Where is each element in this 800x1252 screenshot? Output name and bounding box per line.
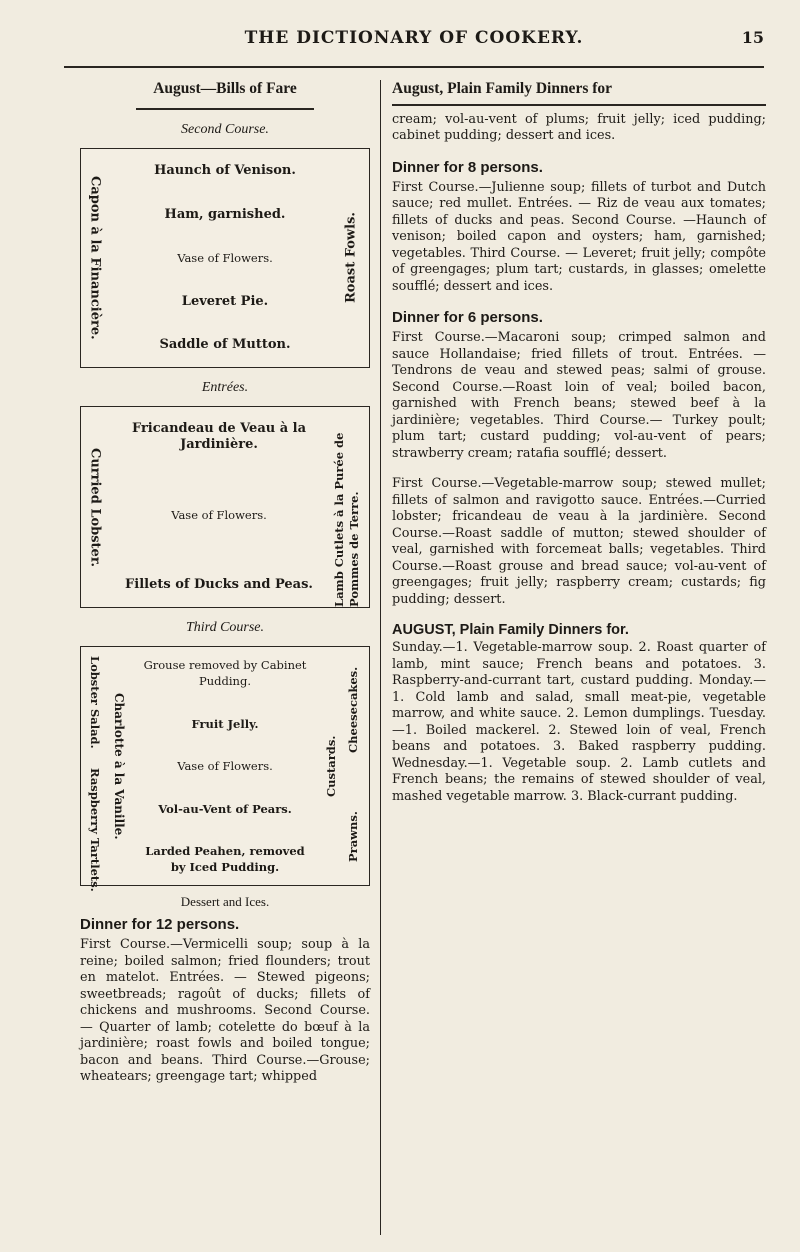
side-dish-inner-left: Charlotte à la Vanille. xyxy=(112,692,126,840)
title-rule xyxy=(392,104,766,106)
side-dish-right: Roast Fowls. xyxy=(343,212,359,304)
dish: Saddle of Mutton. xyxy=(159,337,291,352)
side-dish-inner-right: Custards. xyxy=(324,735,338,797)
dinner-8-heading: Dinner for 8 persons. xyxy=(392,158,543,176)
dish: Vase of Flowers. xyxy=(171,508,267,522)
dish: Larded Peahen, removed by Iced Pudding. xyxy=(145,844,305,874)
third-course-label: Third Course. xyxy=(185,620,265,635)
second-course-label: Second Course. xyxy=(181,122,269,137)
dish: Leveret Pie. xyxy=(181,293,269,309)
side-dish-bottom-left: Raspberry Tartlets. xyxy=(88,767,102,892)
entrees-label: Entrées. xyxy=(201,380,249,395)
family-text: Sunday.—1. Vegetable-marrow soup. 2. Roast quarter of lamb, mint sauce; French beans and potatoes. 3. Raspberry-and-currant tart, custard pudding. Monday.—1. Cold lamb and salad, small meat-pie, vegetable marrow, and white sauce. 2. Lemon dumplings. Tuesday.—1. Boiled mackerel. 2. Stewed loin of veal, French beans and potatoes. 3. Baked raspberry pudding. Wednesday.—1. Vegetable soup. 2. Lamb cutlets and French beans; the remains of stewed shoulder of veal, mashed vegetable marrow. 3. Black-currant pudding. xyxy=(392,640,766,804)
running-title: THE DICTIONARY OF COOKERY. xyxy=(244,28,584,48)
dish: Vol-au-Vent of Pears. xyxy=(158,801,292,816)
dinner-12-text: First Course.—Vermicelli soup; soup à la reine; boiled salmon; fried flounders; trout en matelot. Entrées. — Stewed pigeons; sweetbreads; ragoût of ducks; fillets of chickens and mushrooms. Second Course. — Quarter of lamb; cotelette do bœuf à la jardinière; roast fowls and boiled tongue; bacon and beans. Third Course.—Grouse; wheatears; greengage tart; whipped xyxy=(80,937,370,1084)
title-rule xyxy=(136,108,314,110)
dish: Fruit Jelly. xyxy=(191,716,259,731)
side-dish-right: Lamb Cutlets à la Purée de Pommes de Terre. xyxy=(332,432,361,607)
third-course-box xyxy=(80,646,370,892)
dish: Ham, garnished. xyxy=(164,206,286,222)
dish: Grouse removed by Cabinet Pudding. xyxy=(143,658,307,688)
first-course-text: First Course.—Vegetable-marrow soup; stewed mullet; fillets of salmon and ravigotto sauce. Entrées.—Curried lobster; fricandeau de veau à la jardinière. Second Course.—Roast saddle of mutton; stewed shoulder of veal, garnished with forcemeat balls; vegetables. Third Course.—Roast grouse and bread sauce; vol-au-vent of greengages; fruit jelly; raspberry cream; custards; fig pudding; dessert. xyxy=(392,476,766,607)
page-header xyxy=(64,22,764,68)
right-column xyxy=(392,70,766,1240)
entrees-box xyxy=(80,406,370,608)
second-course-box xyxy=(80,148,370,368)
dish: Fricandeau de Veau à la Jardinière. xyxy=(131,421,307,452)
dish: Fillets of Ducks and Peas. xyxy=(125,577,313,592)
dinner-6-text: First Course.—Macaroni soup; crimped salmon and sauce Hollandaise; fried fillets of trout. Entrées. — Tendrons de veau and stewed peas; salmi of grouse. Second Course.—Roast loin of veal; boiled bacon, garnished with French beans; stewed beef à la jardinière; vegetables. Third Course.— Turkey poult; plum tart; custard pudding; vol-au-vent of pears; strawberry cream; ratafia soufflé; dessert. xyxy=(392,330,766,461)
dinner-8-text: First Course.—Julienne soup; fillets of turbot and Dutch sauce; red mullet. Entrées. — Riz de veau aux tomates; fillets of ducks and peas. Second Course. —Haunch of venison; boiled capon and oysters; ham, garnished; vegetables. Third Course. — Leveret; fruit jelly; compôte of greengages; plum tart; custards, in glasses; omelette soufflé; dessert and ices. xyxy=(392,179,766,294)
side-dish-left: Curried Lobster. xyxy=(87,447,103,567)
dish: Vase of Flowers. xyxy=(177,251,273,265)
side-dish-top-right: Cheesecakes. xyxy=(346,666,360,754)
left-column xyxy=(80,70,370,1240)
side-dish-left: Capon à la Financière. xyxy=(87,176,103,340)
family-heading: AUGUST, Plain Family Dinners for. xyxy=(392,622,629,638)
column-rule xyxy=(380,80,381,1235)
side-dish-bottom-right: Prawns. xyxy=(346,811,360,863)
page-number: 15 xyxy=(741,28,764,47)
dish: Haunch of Venison. xyxy=(154,163,296,178)
dinner-6-heading: Dinner for 6 persons. xyxy=(392,309,543,326)
dish: Vase of Flowers. xyxy=(177,759,273,773)
family-dinners-title: August, Plain Family Dinners for xyxy=(392,80,613,97)
intro-text: cream; vol-au-vent of plums; fruit jelly; iced pudding; cabinet pudding; dessert and ices. xyxy=(392,111,766,143)
bills-title: August—Bills of Fare xyxy=(153,80,297,97)
side-dish-top-left: Lobster Salad. xyxy=(88,656,102,749)
dinner-12-heading: Dinner for 12 persons. xyxy=(80,916,240,933)
dessert-label: Dessert and Ices. xyxy=(180,894,270,909)
